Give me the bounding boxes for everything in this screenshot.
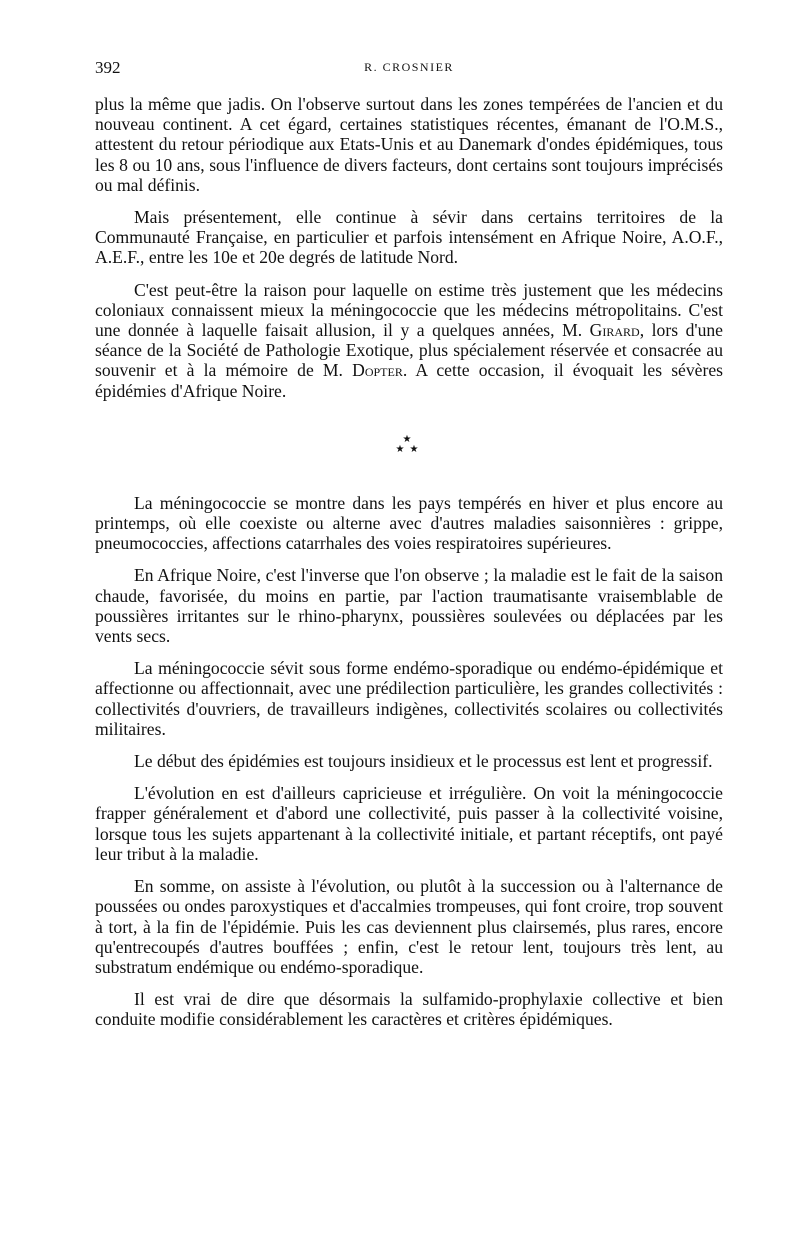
paragraph-communaute-francaise: Mais présentement, elle continue à sévir dans certains territoires de la Communauté Française, en particulier et parfois intensément en Afrique Noire, A.O.F., A.E.F., entre les 10e et 20e degrés de latitude Nord.	[95, 207, 723, 268]
paragraph-text-segment: C'est peut-être la raison pour laquelle on estime très justement que les médecins coloniaux connaissent mieux la méningococcie que les médecins métropolitains. C'est une donnée à laquelle faisait allusion, il y a quelques années, M.	[95, 279, 723, 341]
body-text	[95, 94, 723, 1030]
paragraph-text-segment: , lors d'une séance de la Société de Pathologie Exotique, plus spécialement réservée et consacrée au souvenir et à la mémoire de M.	[95, 320, 723, 381]
svg-text:★: ★	[395, 443, 405, 455]
page-header	[95, 58, 723, 84]
paragraph-pays-temperes: La méningococcie se montre dans les pays tempérés en hiver et plus encore au printemps, où elle coexiste ou alterne avec d'autres maladies saisonnières : grippe, pneumococcies, affections catarrhales des voies respiratoires supérieures.	[95, 492, 723, 554]
page-number: 392	[95, 58, 121, 77]
running-head: R. CROSNIER	[364, 60, 454, 74]
author-name-girard: Girard	[589, 320, 640, 341]
paragraph-en-somme: En somme, on assiste à l'évolution, ou plutôt à la succession ou à l'alternance de poussées ou ondes paroxystiques et d'accalmies trompeuses, qui font croire, trop souvent à tort, à la fin de l'épidémie. Puis les cas deviennent plus clairsemés, plus rares, encore qu'entrecoupés d'autres bouffées ; enfin, c'est le retour lent, toujours très lent, au substratum endémique ou endémo-sporadique.	[95, 876, 723, 977]
paragraph-afrique-noire: En Afrique Noire, c'est l'inverse que l'on observe ; la maladie est le fait de la saison chaude, favorisée, du moins en partie, par l'action traumatisante vraisemblable de poussières irritantes sur le rhino-pharynx, poussières soulevées ou déplacées par les vents secs.	[95, 565, 723, 647]
paragraph-medecins-coloniaux	[95, 280, 723, 401]
section-break	[95, 413, 723, 493]
paragraph-debut-epidemies: Le début des épidémies est toujours insidieux et le processus est lent et progressif.	[134, 751, 713, 772]
author-name-dopter: Dopter	[352, 360, 403, 381]
svg-text:★: ★	[402, 433, 412, 445]
paragraph-text-segment: . A cette occasion, il évoquait les sévères épidémies d'Afrique Noire.	[95, 360, 723, 401]
paragraph-evolution: L'évolution en est d'ailleurs capricieuse et irrégulière. On voit la méningococcie frapper généralement et d'abord une collectivité, puis passer à la collectivité voisine, lorsque tous les sujets appartenant à la collectivité initiale, et partant réceptifs, ont payé leur tribut à la maladie.	[95, 783, 723, 864]
paragraph-sulfamido-prophylaxie: Il est vrai de dire que désormais la sulfamido-prophylaxie collective et bien conduite modifie considérablement les caractères et critères épidémiques.	[95, 989, 723, 1030]
paragraph-continuation: plus la même que jadis. On l'observe surtout dans les zones tempérées de l'ancien et du nouveau continent. A cet égard, certaines statistiques récentes, émanant de l'O.M.S., attestent du retour périodique aux Etats-Unis et au Danemark d'ondes épidémiques, tous les 8 ou 10 ans, sous l'influence de divers facteurs, dont certains sont toujours imprécisés ou mal définis.	[95, 94, 723, 195]
asterism-icon	[392, 433, 422, 455]
document-page	[95, 58, 723, 1042]
paragraph-collectivites: La méningococcie sévit sous forme endémo-sporadique ou endémo-épidémique et affectionne ou affectionnait, avec une prédilection particulière, les grandes collectivités : collectivités d'ouvriers, de travailleurs indigènes, collectivités scolaires ou collectivités militaires.	[95, 658, 723, 739]
svg-text:★: ★	[409, 443, 419, 455]
